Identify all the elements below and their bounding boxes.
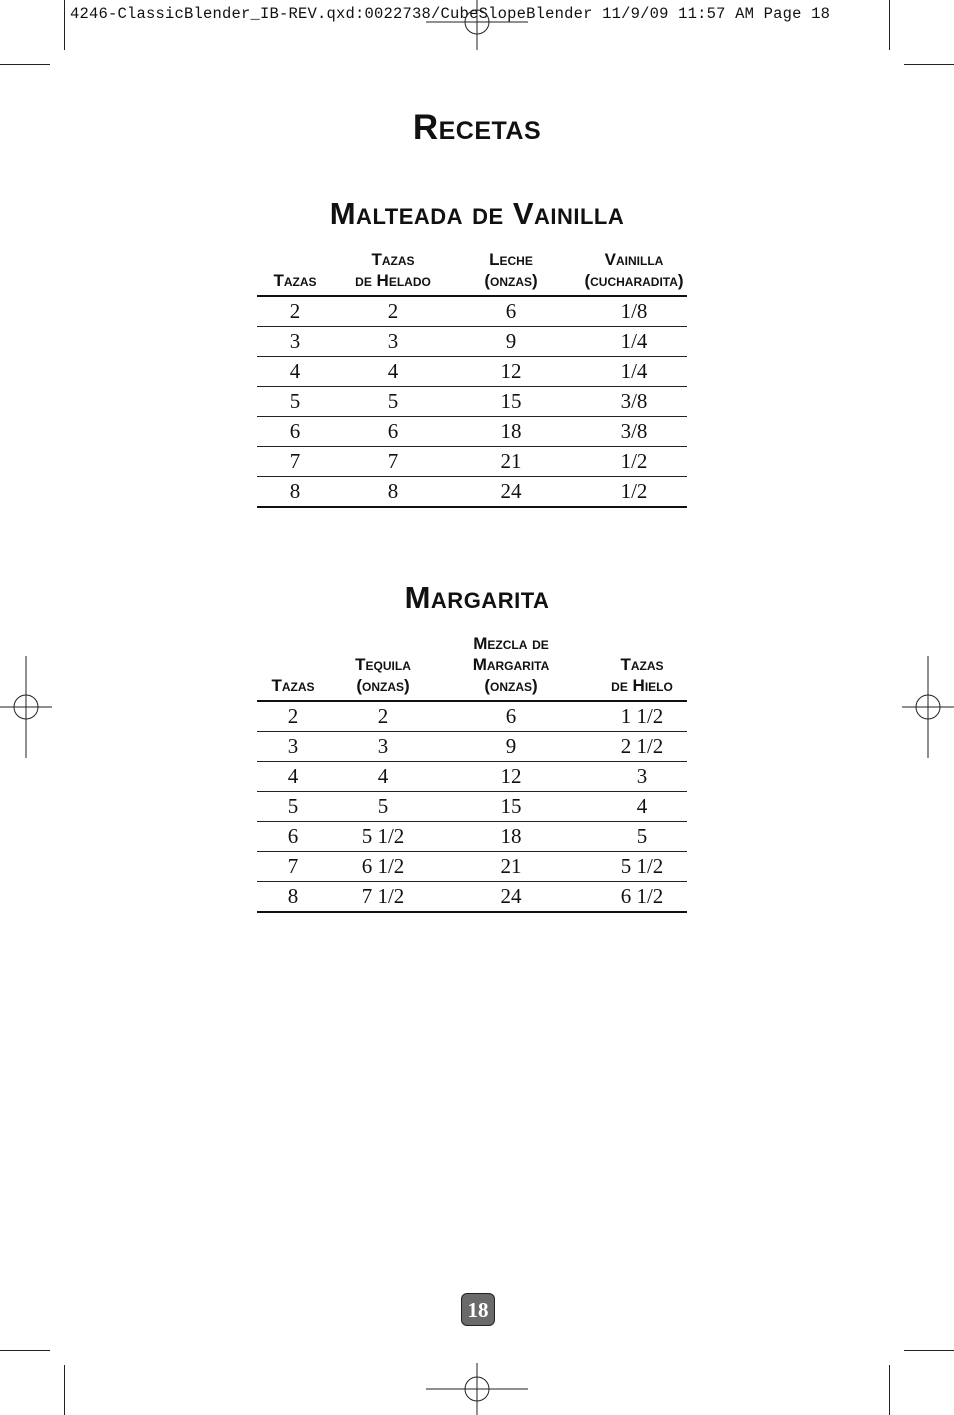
table-cell: 6: [289, 419, 301, 443]
table-cell: 7: [387, 449, 399, 473]
table-cell: 9: [505, 734, 517, 758]
malteada-rows: [257, 297, 687, 508]
table-row: [257, 357, 687, 387]
table-cell: 1/2: [620, 449, 648, 473]
page-title: Recetas: [412, 108, 542, 147]
table-cell: 8: [289, 479, 301, 503]
table-cell: 15: [500, 389, 522, 413]
table-row: [257, 852, 687, 882]
table-cell: 8: [387, 479, 399, 503]
table-header: [257, 247, 687, 297]
table-row: [257, 297, 687, 327]
table-cell: 6 1/2: [620, 884, 664, 908]
table-cell: 4: [289, 359, 301, 383]
column-header: Vainilla (cucharadita): [584, 250, 684, 290]
crop-mark: [64, 1365, 65, 1415]
table-cell: 12: [500, 764, 522, 788]
table-cell: 3/8: [620, 419, 648, 443]
table-cell: 12: [500, 359, 522, 383]
table-cell: 6: [387, 419, 399, 443]
table-row: [257, 702, 687, 732]
table-cell: 2: [287, 704, 299, 728]
table-cell: 4: [287, 764, 299, 788]
table-cell: 1/2: [620, 479, 648, 503]
registration-mark-icon: [426, 1363, 528, 1415]
table-cell: 5: [636, 824, 648, 848]
table-cell: 21: [500, 854, 522, 878]
malteada-table: [257, 247, 687, 508]
table-header: [257, 631, 687, 702]
table-cell: 18: [500, 824, 522, 848]
column-header: Tazas de Helado: [355, 250, 431, 290]
column-header: Tazas de Hielo: [611, 655, 673, 695]
table-row: [257, 732, 687, 762]
table-cell: 5: [289, 389, 301, 413]
table-row: [257, 477, 687, 508]
table-row: [257, 822, 687, 852]
table-cell: 7: [287, 854, 299, 878]
column-header: Tequila (onzas): [355, 655, 411, 695]
table-cell: 5 1/2: [620, 854, 664, 878]
crop-mark: [904, 64, 954, 65]
table-cell: 2: [387, 299, 399, 323]
table-cell: 2: [377, 704, 389, 728]
table-cell: 5: [377, 794, 389, 818]
table-cell: 2: [289, 299, 301, 323]
column-header: Tazas: [273, 271, 317, 290]
column-header: Mezcla de Margarita (onzas): [472, 634, 550, 695]
table-cell: 1 1/2: [620, 704, 664, 728]
margarita-rows: [257, 702, 687, 913]
table-cell: 18: [500, 419, 522, 443]
table-cell: 7 1/2: [361, 884, 405, 908]
table-cell: 2 1/2: [620, 734, 664, 758]
table-cell: 3: [636, 764, 648, 788]
table-cell: 5 1/2: [361, 824, 405, 848]
table-cell: 6: [287, 824, 299, 848]
registration-mark-icon: [426, 0, 528, 50]
registration-mark-icon: [0, 656, 52, 758]
section-title-malteada: Malteada de Vainilla: [329, 196, 625, 231]
table-row: [257, 792, 687, 822]
crop-mark: [904, 1350, 954, 1351]
page-number-badge: 18: [461, 1293, 495, 1326]
table-cell: 24: [500, 884, 522, 908]
crop-mark: [64, 0, 65, 50]
table-cell: 5: [387, 389, 399, 413]
table-row: [257, 327, 687, 357]
table-row: [257, 762, 687, 792]
table-cell: 21: [500, 449, 522, 473]
table-cell: 4: [387, 359, 399, 383]
table-row: [257, 882, 687, 913]
table-cell: 1/4: [620, 329, 648, 353]
table-cell: 3/8: [620, 389, 648, 413]
table-cell: 3: [289, 329, 301, 353]
crop-mark: [0, 1350, 50, 1351]
table-cell: 5: [287, 794, 299, 818]
margarita-table: [257, 631, 687, 913]
table-cell: 15: [500, 794, 522, 818]
table-cell: 9: [505, 329, 517, 353]
crop-mark: [0, 64, 50, 65]
table-row: [257, 417, 687, 447]
table-cell: 4: [377, 764, 389, 788]
table-cell: 3: [387, 329, 399, 353]
table-cell: 6 1/2: [361, 854, 405, 878]
table-cell: 1/8: [620, 299, 648, 323]
table-cell: 4: [636, 794, 648, 818]
column-header: Leche (onzas): [484, 250, 538, 290]
registration-mark-icon: [902, 656, 954, 758]
crop-mark: [889, 0, 890, 50]
table-row: [257, 387, 687, 417]
table-cell: 6: [505, 704, 517, 728]
printer-slug: 4246-ClassicBlender_IB-REV.qxd:0022738/CubeSlopeBlender 11/9/09 11:57 AM Page 18: [70, 5, 831, 23]
column-header: Tazas: [271, 676, 315, 695]
table-row: [257, 447, 687, 477]
table-cell: 6: [505, 299, 517, 323]
crop-mark: [889, 1365, 890, 1415]
section-title-margarita: Margarita: [404, 580, 550, 615]
table-cell: 1/4: [620, 359, 648, 383]
table-cell: 24: [500, 479, 522, 503]
table-cell: 8: [287, 884, 299, 908]
table-cell: 3: [377, 734, 389, 758]
table-cell: 3: [287, 734, 299, 758]
table-cell: 7: [289, 449, 301, 473]
